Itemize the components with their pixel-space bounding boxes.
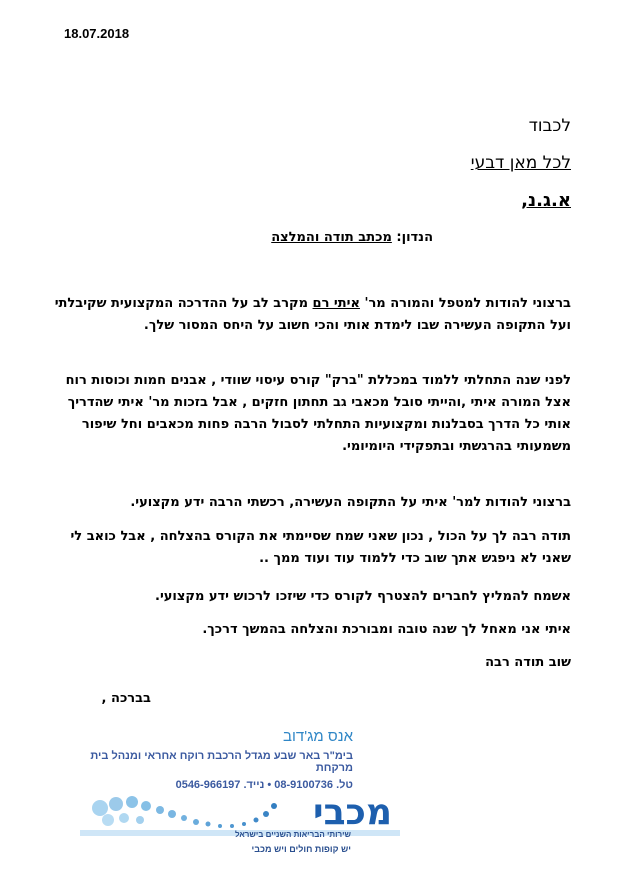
paragraph-gratitude: ברצוני להודות למר' איתי על התקופה העשירה, רכשתי הרבה ידע מקצועי.: [130, 495, 571, 510]
paragraph-wishes: איתי אני מאחל לך שנה טובה ומבורכת והצלחה בהמשך דרכך.: [202, 622, 571, 637]
subject-label: הנדון:: [396, 230, 433, 245]
maccabi-logo: [80, 780, 400, 855]
paragraph-farewell: תודה רבה לך על הכול , נכון שאני שמח שסיימתי את הקורס בהצלחה , אבל כואב לי שאני לא ניפגש אתך שוב כדי ללמוד עוד ועוד ממך ..: [70, 529, 571, 566]
logo-tagline: שירותי הבריאות השניים בישראל: [234, 830, 351, 839]
logo-wordmark: מכבי: [313, 792, 392, 833]
paragraph-background: לפני שנה התחלתי ללמוד במכללת "ברק" קורס עיסוי שוודי , אבנים חמות וכוסות רוח אצל המורה איתי ,והייתי סובל מכאבי גב תחתון חזקים , אבל בזכות מר' איתי שהדריך אותי כל הדרך בסבלנות ומקצועיות התחלתי לסבול הרבה פחות מכאבים וחל שיפור משמעותי בהרגשתי ובתפקידי היומיומי.: [65, 373, 571, 454]
salutation: לכבוד: [528, 116, 571, 136]
paragraph-thanks: [51, 293, 571, 337]
signature-phone: טל. 08-9100736 • נייד. 0546-966197: [175, 779, 353, 791]
paragraph-recommend: אשמח להמליץ לחברים להצטרף לקורס כדי שיזכו לרכוש ידע מקצועי.: [155, 589, 571, 604]
subject-line: [271, 230, 433, 245]
signature-name: אנס מג'דוב: [283, 728, 353, 745]
subject-value: מכתב תודה והמלצה: [271, 230, 392, 245]
sign-off: בברכה ,: [101, 691, 151, 706]
teacher-name: איתי רם: [312, 296, 360, 311]
signature-title: בימ"ר באר שבע מגדל הרכבת רוקח אחראי ומנהל בית מרקחת: [90, 750, 353, 774]
paragraph-closing: שוב תודה רבה: [485, 655, 571, 670]
letter-date: 18.07.2018: [64, 26, 130, 41]
recipient-line: לכל מאן דבעי: [470, 153, 571, 173]
greeting-abbrev: א.ג.נ,: [521, 190, 571, 211]
paragraph-thanks-end: מקרב לב על ההדרכה המקצועית שקיבלתי ועל התקופה העשירה שבו לימדת אותי והכי חשוב על היחס המסור שלך.: [54, 296, 571, 333]
paragraph-thanks-start: ברצוני להודות למטפל והמורה מר': [364, 296, 571, 311]
logo-slogan: יש קופות חולים ויש מכבי: [251, 844, 351, 854]
